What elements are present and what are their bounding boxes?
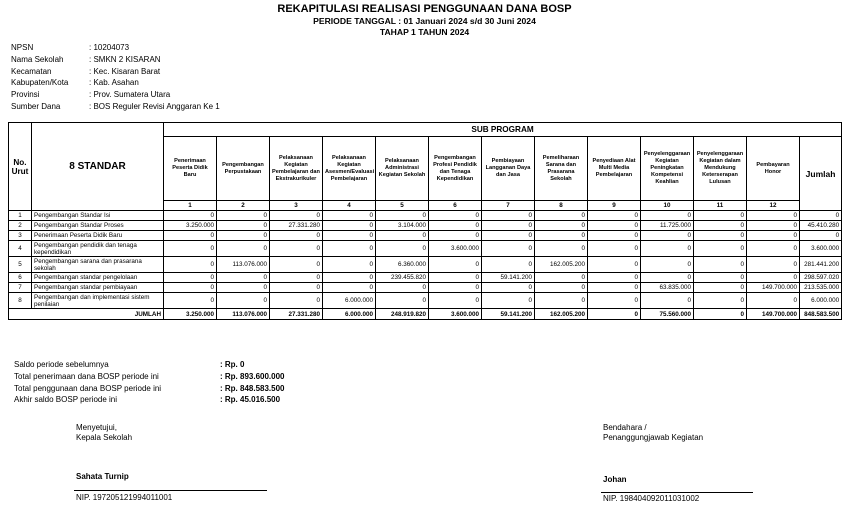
row-total: 0 — [800, 231, 842, 241]
row-value: 0 — [376, 241, 429, 257]
row-value: 149.700.000 — [747, 283, 800, 293]
signature-right-line — [601, 492, 753, 493]
info-row — [11, 101, 220, 113]
row-value: 0 — [376, 283, 429, 293]
row-value: 0 — [429, 293, 482, 309]
row-value: 0 — [217, 221, 270, 231]
fund-summary — [14, 359, 284, 406]
row-value: 0 — [164, 241, 217, 257]
column-number: 1 — [164, 201, 217, 211]
info-row — [11, 89, 220, 101]
row-value: 0 — [270, 231, 323, 241]
row-standard: Pengembangan standar pengelolaan — [32, 273, 164, 283]
signature-left-line1: Menyetujui, — [76, 423, 117, 432]
header-total: Jumlah — [800, 137, 842, 211]
row-number: 1 — [9, 211, 32, 221]
column-number: 3 — [270, 201, 323, 211]
column-header: Penerimaan Peserta Didik Baru — [164, 137, 217, 201]
info-label: NPSN — [11, 43, 34, 52]
summary-value: : Rp. 45.016.500 — [220, 395, 281, 405]
row-total: 45.410.280 — [800, 221, 842, 231]
row-value: 0 — [429, 273, 482, 283]
row-total: 281.441.200 — [800, 257, 842, 273]
row-value: 0 — [641, 273, 694, 283]
row-value: 0 — [641, 231, 694, 241]
row-value: 0 — [429, 211, 482, 221]
summary-value: : Rp. 848.583.500 — [220, 383, 285, 393]
row-value: 0 — [694, 231, 747, 241]
summary-label: Akhir saldo BOSP periode ini — [14, 395, 118, 405]
total-value: 6.000.000 — [323, 309, 376, 320]
row-value: 3.600.000 — [429, 241, 482, 257]
row-value: 113.076.000 — [217, 257, 270, 273]
column-header: Pemeliharaan Sarana dan Prasarana Sekolah — [535, 137, 588, 201]
summary-label: Total penerimaan dana BOSP periode ini — [14, 371, 159, 381]
row-value: 0 — [641, 257, 694, 273]
row-number: 7 — [9, 283, 32, 293]
column-number: 4 — [323, 201, 376, 211]
column-header: Pelaksanaan Administrasi Kegiatan Sekolah — [376, 137, 429, 201]
info-value: : 10204073 — [89, 43, 130, 52]
row-total: 3.600.000 — [800, 241, 842, 257]
table-row — [9, 241, 842, 257]
row-value: 0 — [323, 257, 376, 273]
column-number: 7 — [482, 201, 535, 211]
header-standard: 8 STANDAR — [32, 123, 164, 211]
row-standard: Pengembangan pendidik dan tenaga kependidikan — [32, 241, 164, 257]
total-value: 59.141.200 — [482, 309, 535, 320]
row-value: 0 — [164, 283, 217, 293]
row-value: 0 — [270, 293, 323, 309]
row-value: 0 — [641, 293, 694, 309]
info-value: : Prov. Sumatera Utara — [89, 90, 171, 100]
row-value: 6.000.000 — [323, 293, 376, 309]
summary-value: : Rp. 0 — [220, 360, 245, 369]
row-number: 2 — [9, 221, 32, 231]
row-value: 0 — [270, 257, 323, 273]
row-value: 0 — [164, 257, 217, 273]
info-row — [11, 54, 220, 66]
table-body — [9, 211, 842, 320]
total-label: JUMLAH — [9, 309, 164, 320]
row-standard: Pengembangan Standar Proses — [32, 221, 164, 231]
row-value: 0 — [588, 231, 641, 241]
row-total: 6.000.000 — [800, 293, 842, 309]
column-number: 11 — [694, 201, 747, 211]
column-header: Penyediaan Alat Multi Media Pembelajaran — [588, 137, 641, 201]
row-number: 5 — [9, 257, 32, 273]
info-value: : SMKN 2 KISARAN — [89, 54, 161, 64]
row-value: 0 — [747, 241, 800, 257]
row-value: 0 — [323, 211, 376, 221]
column-header: Pembayaran Honor — [747, 137, 800, 201]
row-value: 0 — [376, 231, 429, 241]
report-period: PERIODE TANGGAL : 01 Januari 2024 s/d 30 Juni 2024 — [313, 16, 536, 26]
row-standard: Penerimaan Peserta Didik Baru — [32, 231, 164, 241]
summary-row — [14, 394, 284, 406]
row-value: 0 — [270, 211, 323, 221]
table-row — [9, 293, 842, 309]
row-value: 0 — [694, 241, 747, 257]
info-row — [11, 42, 220, 54]
total-value: 75.560.000 — [641, 309, 694, 320]
row-value: 0 — [747, 211, 800, 221]
info-value: : Kec. Kisaran Barat — [89, 66, 161, 76]
info-row — [11, 66, 220, 78]
row-value: 0 — [217, 211, 270, 221]
row-value: 0 — [641, 241, 694, 257]
column-number: 10 — [641, 201, 694, 211]
row-value: 0 — [323, 273, 376, 283]
row-value: 0 — [482, 293, 535, 309]
recap-table — [8, 122, 842, 320]
row-value: 0 — [323, 241, 376, 257]
row-value: 0 — [588, 293, 641, 309]
row-value: 0 — [535, 221, 588, 231]
row-value: 27.331.280 — [270, 221, 323, 231]
row-value: 11.725.000 — [641, 221, 694, 231]
summary-row — [14, 371, 284, 383]
table-row — [9, 283, 842, 293]
column-number: 2 — [217, 201, 270, 211]
column-header: Pengembangan Perpustakaan — [217, 137, 270, 201]
row-value: 0 — [217, 283, 270, 293]
summary-value: : Rp. 893.600.000 — [220, 371, 285, 381]
row-value: 0 — [588, 241, 641, 257]
row-value: 3.250.000 — [164, 221, 217, 231]
row-value: 0 — [588, 273, 641, 283]
summary-row — [14, 359, 284, 371]
summary-row — [14, 383, 284, 395]
row-value: 0 — [217, 273, 270, 283]
signature-left-line — [74, 490, 267, 491]
row-value: 0 — [270, 273, 323, 283]
row-value: 0 — [535, 273, 588, 283]
row-value: 0 — [535, 211, 588, 221]
row-value: 0 — [694, 211, 747, 221]
column-number: 8 — [535, 201, 588, 211]
info-label: Sumber Dana — [11, 101, 61, 111]
row-value: 0 — [164, 293, 217, 309]
header-sub-program: SUB PROGRAM — [164, 123, 842, 137]
school-info — [11, 42, 220, 113]
row-value: 0 — [535, 283, 588, 293]
info-value: : BOS Reguler Revisi Anggaran Ke 1 — [89, 101, 220, 111]
row-number: 8 — [9, 293, 32, 309]
table-row — [9, 257, 842, 273]
row-value: 0 — [429, 221, 482, 231]
row-value: 0 — [747, 273, 800, 283]
row-value: 0 — [164, 273, 217, 283]
row-value: 0 — [429, 231, 482, 241]
signature-right-title — [603, 423, 703, 443]
row-value: 0 — [694, 273, 747, 283]
row-value: 0 — [694, 283, 747, 293]
signature-right-name: Johan — [603, 475, 627, 484]
row-value: 0 — [588, 257, 641, 273]
table-row — [9, 221, 842, 231]
column-header: Penyelenggaraan Kegiatan dalam Mendukung Keterserapan Lulusan — [694, 137, 747, 201]
total-value: 3.600.000 — [429, 309, 482, 320]
row-value: 0 — [694, 293, 747, 309]
total-value: 248.919.820 — [376, 309, 429, 320]
row-value: 0 — [482, 241, 535, 257]
row-standard: Pengembangan sarana dan prasarana sekolah — [32, 257, 164, 273]
total-value: 149.700.000 — [747, 309, 800, 320]
column-number: 12 — [747, 201, 800, 211]
table-row — [9, 273, 842, 283]
row-value: 0 — [482, 231, 535, 241]
row-value: 0 — [588, 283, 641, 293]
row-value: 0 — [641, 211, 694, 221]
signature-left-title — [76, 423, 132, 443]
signature-right-line1: Bendahara / — [603, 423, 647, 432]
total-value: 0 — [694, 309, 747, 320]
row-number: 6 — [9, 273, 32, 283]
info-label: Nama Sekolah — [11, 54, 64, 64]
row-value: 0 — [429, 257, 482, 273]
row-number: 4 — [9, 241, 32, 257]
total-row — [9, 309, 842, 320]
info-label: Provinsi — [11, 90, 40, 100]
row-value: 0 — [747, 221, 800, 231]
summary-label: Saldo periode sebelumnya — [14, 360, 109, 369]
row-standard: Pengembangan standar pembiayaan — [32, 283, 164, 293]
row-value: 0 — [270, 283, 323, 293]
row-standard: Pengembangan dan implementasi sistem penilaian — [32, 293, 164, 309]
row-value: 0 — [376, 293, 429, 309]
row-value: 0 — [323, 221, 376, 231]
row-value: 6.360.000 — [376, 257, 429, 273]
signature-right-nip: NIP. 198404092011031002 — [603, 494, 700, 503]
grand-total: 848.583.500 — [800, 309, 842, 320]
row-total: 0 — [800, 211, 842, 221]
row-value: 0 — [694, 257, 747, 273]
info-label: Kabupaten/Kota — [11, 78, 69, 88]
row-value: 0 — [482, 257, 535, 273]
row-value: 162.005.200 — [535, 257, 588, 273]
signature-right-line2: Penanggungjawab Kegiatan — [603, 433, 704, 442]
row-value: 0 — [588, 211, 641, 221]
column-number: 6 — [429, 201, 482, 211]
info-value: : Kab. Asahan — [89, 78, 139, 88]
row-value: 0 — [323, 231, 376, 241]
info-label: Kecamatan — [11, 66, 52, 76]
header-no: No. Urut — [9, 123, 32, 211]
column-header: Penyelenggaraan Kegiatan Peningkatan Kompetensi Keahlian — [641, 137, 694, 201]
row-value: 0 — [217, 293, 270, 309]
row-value: 0 — [535, 293, 588, 309]
column-header: Pembiayaan Langganan Daya dan Jasa — [482, 137, 535, 201]
total-value: 3.250.000 — [164, 309, 217, 320]
row-value: 0 — [323, 283, 376, 293]
total-value: 113.076.000 — [217, 309, 270, 320]
row-value: 0 — [535, 231, 588, 241]
row-value: 0 — [217, 241, 270, 257]
row-value: 0 — [376, 211, 429, 221]
info-row — [11, 77, 220, 89]
row-total: 298.597.020 — [800, 273, 842, 283]
row-value: 63.835.000 — [641, 283, 694, 293]
row-value: 0 — [588, 221, 641, 231]
row-value: 0 — [482, 283, 535, 293]
row-number: 3 — [9, 231, 32, 241]
column-header: Pelaksanaan Kegiatan Asesmen/Evaluasi Pembelajaran — [323, 137, 376, 201]
table-row — [9, 211, 842, 221]
row-value: 0 — [694, 221, 747, 231]
row-value: 0 — [535, 241, 588, 257]
row-value: 0 — [217, 231, 270, 241]
row-standard: Pengembangan Standar Isi — [32, 211, 164, 221]
row-value: 0 — [482, 211, 535, 221]
row-value: 0 — [164, 211, 217, 221]
total-value: 0 — [588, 309, 641, 320]
row-value: 0 — [747, 257, 800, 273]
row-value: 0 — [482, 221, 535, 231]
report-stage: TAHAP 1 TAHUN 2024 — [379, 27, 470, 37]
report-title: REKAPITULASI REALISASI PENGGUNAAN DANA BOSP — [277, 3, 572, 15]
signature-left-name: Sahata Turnip — [76, 472, 129, 481]
row-value: 3.104.000 — [376, 221, 429, 231]
column-number: 9 — [588, 201, 641, 211]
total-value: 162.005.200 — [535, 309, 588, 320]
report-header — [0, 3, 849, 38]
column-number: 5 — [376, 201, 429, 211]
row-value: 59.141.200 — [482, 273, 535, 283]
signature-left-nip: NIP. 197205121994011001 — [76, 493, 173, 502]
row-value: 0 — [747, 293, 800, 309]
table-row — [9, 231, 842, 241]
row-value: 0 — [429, 283, 482, 293]
row-value: 0 — [270, 241, 323, 257]
signature-left-line2: Kepala Sekolah — [76, 433, 133, 442]
column-header: Pelaksanaan Kegiatan Pembelajaran dan Ekstrakurikuler — [270, 137, 323, 201]
summary-label: Total penggunaan dana BOSP periode ini — [14, 383, 162, 393]
row-value: 0 — [164, 231, 217, 241]
row-value: 0 — [747, 231, 800, 241]
column-header: Pengembangan Profesi Pendidik dan Tenaga Kependidikan — [429, 137, 482, 201]
row-total: 213.535.000 — [800, 283, 842, 293]
row-value: 239.455.820 — [376, 273, 429, 283]
total-value: 27.331.280 — [270, 309, 323, 320]
